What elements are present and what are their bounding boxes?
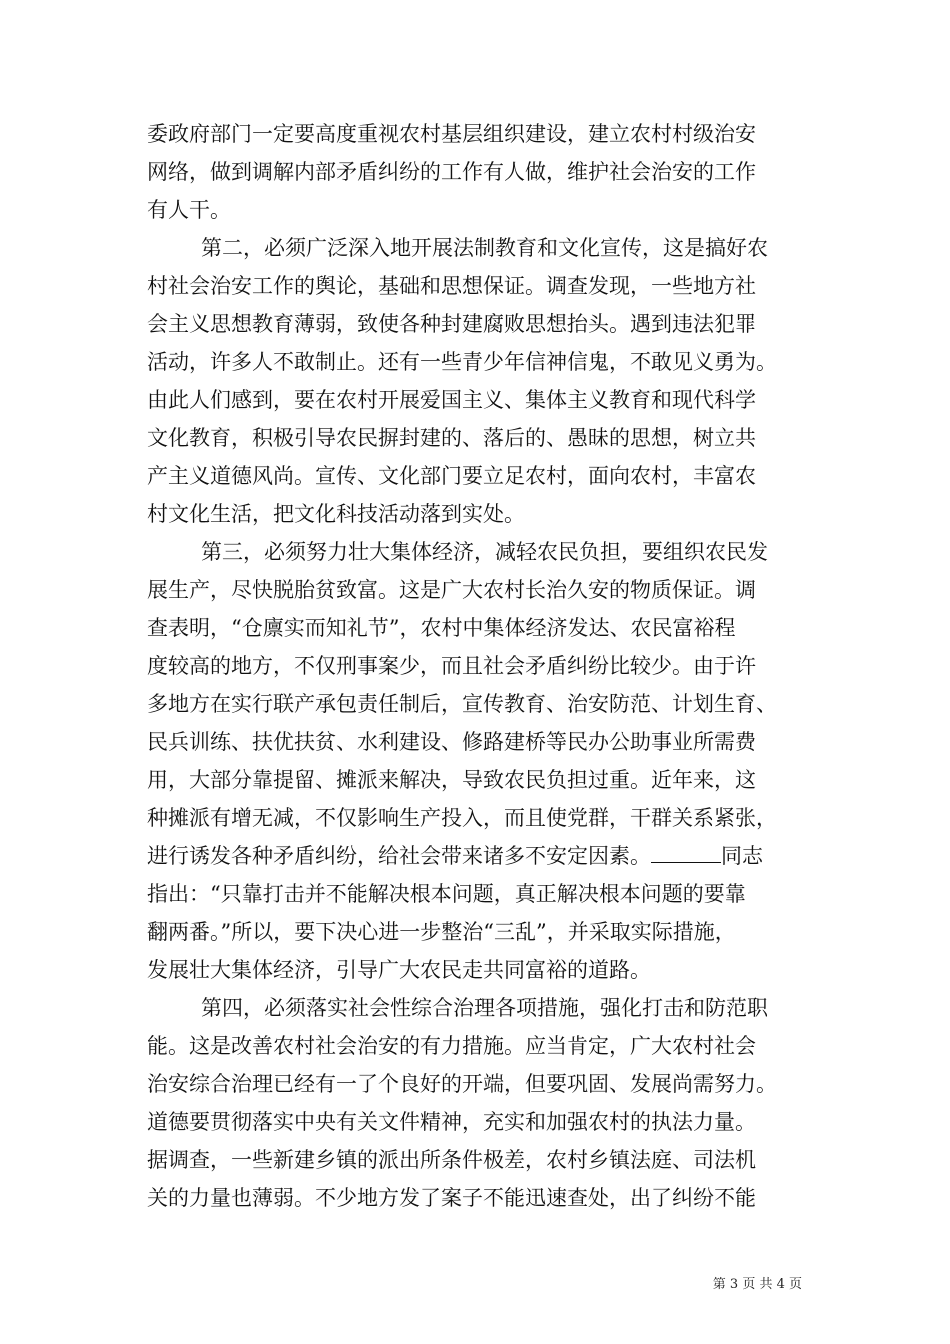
text-line: 文化教育，积极引导农民摒封建的、落后的、愚昧的思想，树立共	[147, 426, 756, 450]
text-line: 翻两番。”所以，要下决心进一步整治“三乱”，并采取实际措施，	[147, 920, 736, 944]
text-line: 能。这是改善农村社会治安的有力措施。应当肯定，广大农村社会	[147, 1034, 756, 1058]
text-line: 发展壮大集体经济，引导广大农民走共同富裕的道路。	[147, 958, 651, 982]
paragraph-start-line: 第三，必须努力壮大集体经济，减轻农民负担，要组织农民发	[201, 540, 768, 564]
text-line: 村文化生活，把文化科技活动落到实处。	[147, 502, 525, 526]
text-line: 度较高的地方，不仅刑事案少，而且社会矛盾纠纷比较少。由于许	[147, 654, 756, 678]
text-line: 用，大部分靠提留、摊派来解决，导致农民负担过重。近年来，这	[147, 768, 756, 792]
text-line: 关的力量也薄弱。不少地方发了案子不能迅速查处，出了纠纷不能	[147, 1186, 756, 1210]
text-line: 展生产，尽快脱胎贫致富。这是广大农村长治久安的物质保证。调	[147, 578, 756, 602]
text-line: 查表明，“仓廪实而知礼节”，农村中集体经济发达、农民富裕程	[147, 616, 736, 640]
text-line: 种摊派有增无减，不仅影响生产投入，而且使党群，干群关系紧张，	[147, 806, 777, 830]
text-line: 村社会治安工作的舆论，基础和思想保证。调查发现，一些地方社	[147, 274, 756, 298]
text-line: 活动，许多人不敢制止。还有一些青少年信神信鬼，不敢见义勇为。	[147, 350, 777, 374]
text-line: 有人干。	[147, 198, 231, 222]
paragraph-start-line: 第四，必须落实社会性综合治理各项措施，强化打击和防范职	[201, 996, 768, 1020]
fill-in-blank	[651, 844, 721, 863]
text-line: 委政府部门一定要高度重视农村基层组织建设，建立农村村级治安	[147, 122, 756, 146]
text-line: 由此人们感到，要在农村开展爱国主义、集体主义教育和现代科学	[147, 388, 756, 412]
text-line: 会主义思想教育薄弱，致使各种封建腐败思想抬头。遇到违法犯罪	[147, 312, 756, 336]
text-line: 据调查，一些新建乡镇的派出所条件极差，农村乡镇法庭、司法机	[147, 1148, 756, 1172]
text-line-with-blank	[147, 838, 827, 874]
text-segment: 进行诱发各种矛盾纠纷，给社会带来诸多不安定因素。	[147, 844, 651, 868]
text-line: 产主义道德风尚。宣传、文化部门要立足农村，面向农村，丰富农	[147, 464, 756, 488]
paragraph-start-line: 第二，必须广泛深入地开展法制教育和文化宣传，这是搞好农	[201, 236, 768, 260]
text-line: 多地方在实行联产承包责任制后，宣传教育、治安防范、计划生育、	[147, 692, 777, 716]
text-line: 治安综合治理已经有一了个良好的开端，但要巩固、发展尚需努力。	[147, 1072, 777, 1096]
text-line: 指出：“只靠打击并不能解决根本问题，真正解决根本问题的要靠	[147, 882, 746, 906]
text-line: 民兵训练、扶优扶贫、水利建设、修路建桥等民办公助事业所需费	[147, 730, 756, 754]
page-number-footer: 第 3 页 共 4 页	[712, 1277, 802, 1292]
text-line: 网络，做到调解内部矛盾纠纷的工作有人做，维护社会治安的工作	[147, 160, 756, 184]
text-segment: 同志	[721, 844, 763, 868]
text-line: 道德要贯彻落实中央有关文件精神，充实和加强农村的执法力量。	[147, 1110, 756, 1134]
